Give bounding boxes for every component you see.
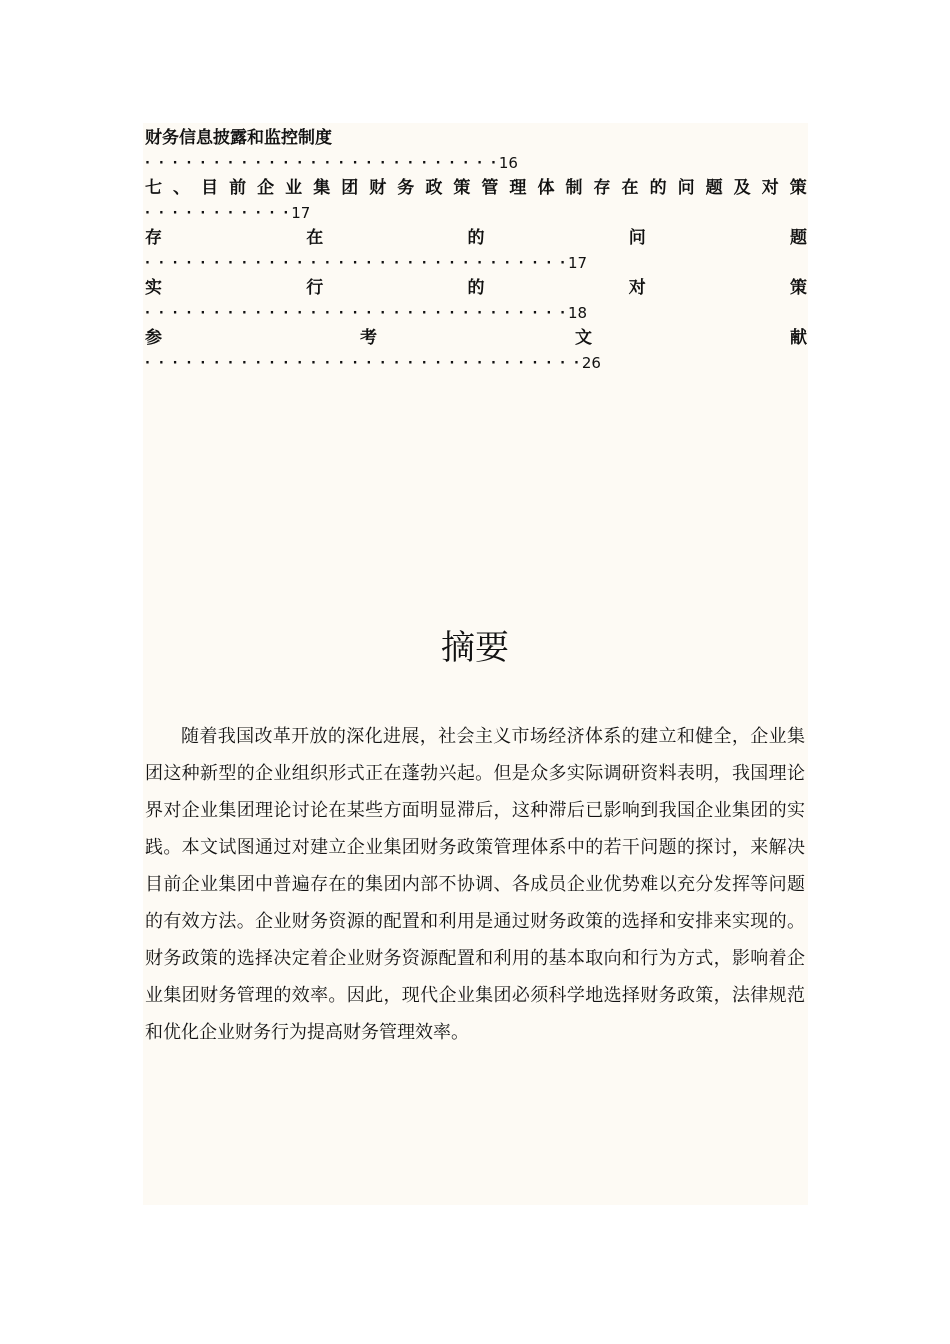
toc-entry-title[interactable]: 财务信息披露和监控制度 bbox=[145, 128, 332, 148]
toc-dot-leader: ·························· bbox=[145, 156, 505, 171]
toc-title-char: 对 bbox=[761, 178, 779, 198]
toc-title-char: 业 bbox=[285, 178, 303, 198]
toc-title-char: 政 bbox=[425, 178, 443, 198]
toc-title-char: 实 bbox=[145, 278, 162, 298]
toc-title-char: 参 bbox=[145, 328, 162, 348]
toc-title-char: 策 bbox=[789, 178, 807, 198]
toc-dot-leader: ··········· bbox=[145, 206, 298, 221]
toc-title-char: 务 bbox=[397, 178, 415, 198]
toc-entry-title[interactable] bbox=[145, 176, 807, 201]
toc-title-char: 七 bbox=[145, 178, 162, 198]
toc-page-number: 18 bbox=[568, 304, 588, 322]
toc-entry-leader bbox=[145, 151, 807, 176]
toc-title-char: 文 bbox=[575, 328, 592, 348]
toc-title-char: 策 bbox=[790, 278, 807, 298]
toc-title-char: 问 bbox=[628, 228, 646, 248]
toc-title-char: 团 bbox=[341, 178, 359, 198]
toc-title-char: 题 bbox=[790, 228, 807, 248]
toc-entry-leader bbox=[145, 201, 807, 226]
table-of-contents bbox=[145, 126, 807, 376]
toc-title-char: 题 bbox=[705, 178, 723, 198]
toc-title-char: 集 bbox=[313, 178, 331, 198]
toc-title-char: 、 bbox=[173, 178, 191, 198]
toc-title-char: 问 bbox=[677, 178, 695, 198]
abstract-paragraph: 随着我国改革开放的深化进展，社会主义市场经济体系的建立和健全，企业集团这种新型的企业组织形式正在蓬勃兴起。但是众多实际调研资料表明，我国理论界对企业集团理论讨论在某些方面明显滞后，这种滞后已影响到我国企业集团的实践。本文试图通过对建立企业集团财务政策管理体系中的若干问题的探讨，来解决目前企业集团中普遍存在的集团内部不协调、各成员企业优势难以充分发挥等问题的有效方法。企业财务资源的配置和利用是通过财务政策的选择和安排来实现的。财务政策的选择决定着企业财务资源配置和利用的基本取向和行为方式，影响着企业集团财务管理的效率。因此，现代企业集团必须科学地选择财务政策，法律规范和优化企业财务行为提高财务管理效率。 bbox=[145, 726, 805, 1043]
toc-entry-title[interactable] bbox=[145, 226, 807, 251]
toc-title-char: 存 bbox=[145, 228, 162, 248]
toc-title-char: 理 bbox=[509, 178, 527, 198]
toc-title-char: 的 bbox=[467, 278, 485, 298]
toc-page-number: 17 bbox=[291, 204, 311, 222]
toc-title-char: 行 bbox=[306, 278, 324, 298]
toc-title-char: 对 bbox=[628, 278, 646, 298]
toc-title-char: 的 bbox=[649, 178, 667, 198]
toc-title-char: 献 bbox=[790, 328, 807, 348]
toc-entry-title[interactable] bbox=[145, 326, 807, 351]
toc-title-char: 考 bbox=[360, 328, 377, 348]
toc-entry-leader bbox=[145, 351, 807, 376]
toc-title-char: 目 bbox=[201, 178, 219, 198]
toc-page-number: 26 bbox=[581, 354, 601, 372]
toc-entry-leader bbox=[145, 301, 807, 326]
toc-title-char: 存 bbox=[593, 178, 611, 198]
toc-title-char: 在 bbox=[621, 178, 639, 198]
toc-title-char: 企 bbox=[257, 178, 275, 198]
toc-dot-leader: ······························· bbox=[145, 306, 574, 321]
toc-title-char: 财 bbox=[369, 178, 387, 198]
toc-dot-leader: ································ bbox=[145, 356, 588, 371]
toc-title-char: 前 bbox=[229, 178, 247, 198]
toc-entry-title[interactable] bbox=[145, 276, 807, 301]
toc-title-char: 策 bbox=[453, 178, 471, 198]
toc-title-char: 体 bbox=[537, 178, 555, 198]
toc-title-char: 管 bbox=[481, 178, 499, 198]
toc-page-number: 16 bbox=[498, 154, 518, 172]
toc-title-char: 的 bbox=[467, 228, 485, 248]
abstract-heading: 摘要 bbox=[441, 628, 509, 668]
toc-title-char: 在 bbox=[306, 228, 324, 248]
toc-title-char: 及 bbox=[733, 178, 751, 198]
toc-entry-leader bbox=[145, 251, 807, 276]
toc-page-number: 17 bbox=[568, 254, 588, 272]
toc-title-char: 制 bbox=[565, 178, 583, 198]
toc-dot-leader: ······························· bbox=[145, 256, 574, 271]
